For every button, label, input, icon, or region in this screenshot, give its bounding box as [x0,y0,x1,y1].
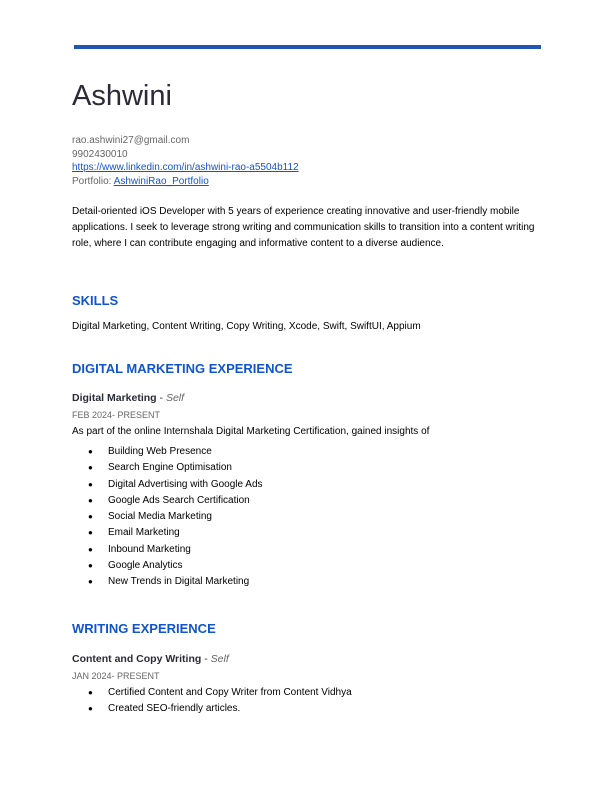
dm-heading: DIGITAL MARKETING EXPERIENCE [72,361,293,376]
list-item: ● Created SEO-friendly articles. [72,702,352,718]
summary: Detail-oriented iOS Developer with 5 years of experience creating innovative and user-friendly mobile applications. I seek to leverage strong writing and communication skills to transition into a content writing role, where I can contribute engaging and informative content to a diverse audience. [72,206,535,249]
linkedin-link[interactable]: https://www.linkedin.com/in/ashwini-rao-a5504b112 [72,162,299,174]
list-item: ● Google Ads Search Certification [72,494,263,510]
writing-org: Self [210,653,229,665]
writing-title: Content and Copy Writing [72,653,202,665]
writing-role [72,652,229,666]
list-item: ● Digital Advertising with Google Ads [72,478,263,494]
separator: - [201,653,211,665]
contact-info [72,134,299,188]
list-item: ● Google Analytics [72,559,263,575]
list-item: ● New Trends in Digital Marketing [72,575,263,591]
phone: 9902430010 [72,148,128,160]
dm-role [72,391,184,405]
separator: - [156,392,166,404]
list-item: ● Email Marketing [72,526,263,542]
dm-title: Digital Marketing [72,392,157,404]
list-item: ● Inbound Marketing [72,543,263,559]
portfolio-label: Portfolio: [72,175,114,187]
header-accent-bar [74,45,541,49]
skills-heading: SKILLS [72,293,119,308]
writing-list [72,686,352,719]
writing-date: JAN 2024- PRESENT [72,671,160,681]
dm-list [72,445,263,592]
dm-org: Self [165,392,185,404]
writing-heading: WRITING EXPERIENCE [72,621,216,636]
list-item: ● Certified Content and Copy Writer from Content Vidhya [72,686,352,702]
list-item: ● Social Media Marketing [72,510,263,526]
list-item: ● Search Engine Optimisation [72,461,263,477]
candidate-name: Ashwini [72,80,172,112]
email: rao.ashwini27@gmail.com [72,135,190,146]
list-item: ● Building Web Presence [72,445,263,461]
portfolio-link[interactable]: AshwiniRao_Portfolio [113,175,209,187]
dm-date: FEB 2024- PRESENT [72,410,161,420]
dm-intro: As part of the online Internshala Digital Marketing Certification, gained insights of [72,426,430,437]
skills-text: Digital Marketing, Content Writing, Copy Writing, Xcode, Swift, SwiftUI, Appium [72,321,421,332]
